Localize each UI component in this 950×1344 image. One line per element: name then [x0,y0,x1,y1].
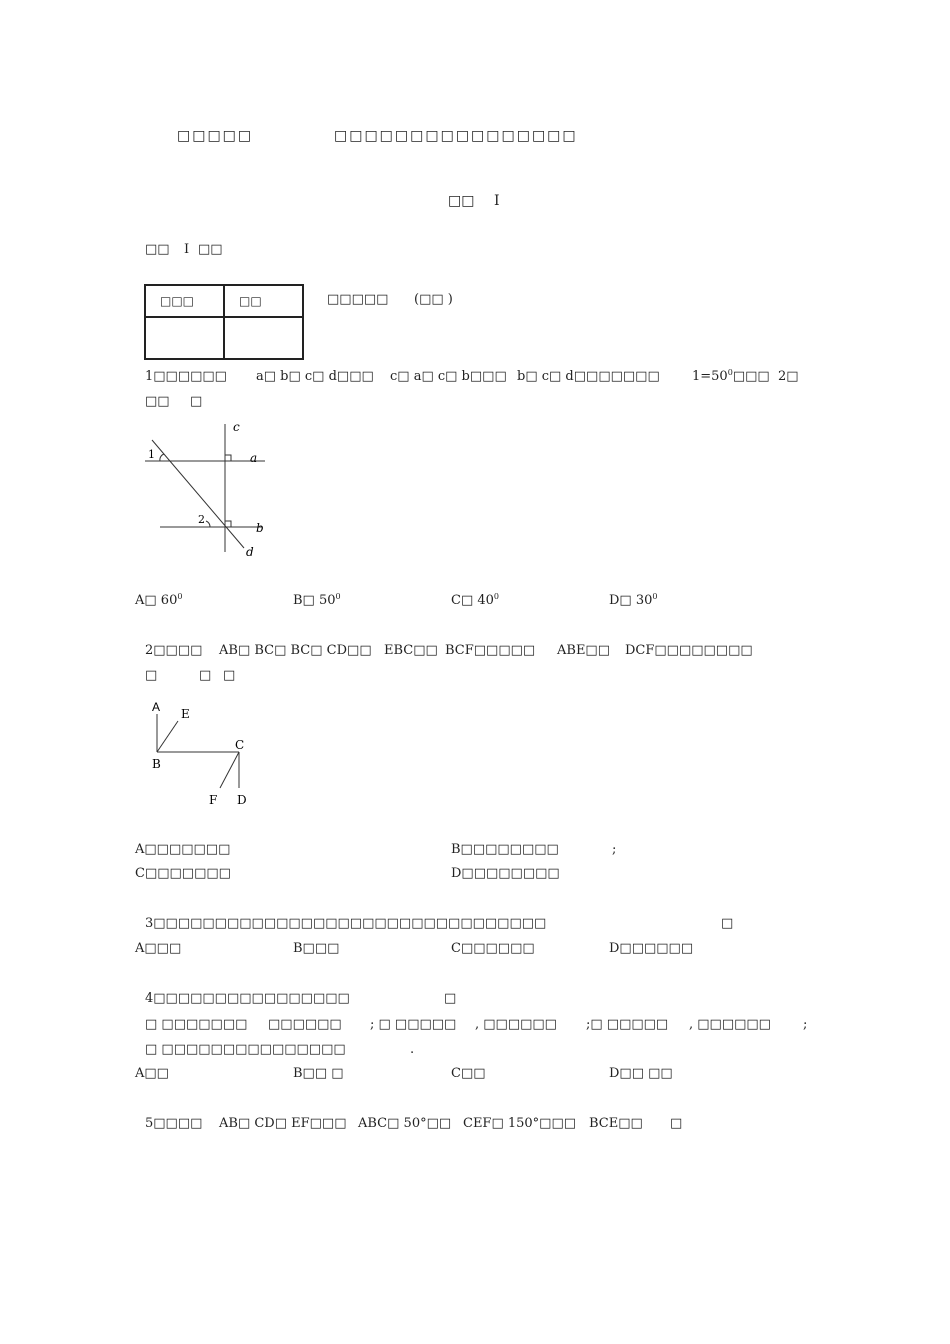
angle-2-arc [206,521,210,527]
q2-text: EBC□□ [384,643,438,658]
q1-text: b□ c□ d□□□□□□□ [517,369,660,384]
q4-option-c[interactable]: C□□ [451,1066,486,1081]
q4-option-a[interactable]: A□□ [135,1066,169,1081]
q5-text: CEF□ 150°□□□ [463,1116,577,1131]
label-B: B [152,757,161,771]
score-table [144,284,304,360]
q2-text: BCF□□□□□ [445,643,536,658]
q4-text: □ [444,991,457,1006]
section-hint: (□□ ) [414,292,453,307]
q5-text: BCE□□ [589,1116,643,1131]
q2-text: □ [145,668,158,683]
q4-statement: ;□ □□□□□ [586,1017,669,1032]
line-d [152,440,244,548]
q2-text: 2□□□□ [145,643,203,658]
q4-option-b[interactable]: B□□ □ [293,1066,344,1081]
label-angle-2: 2 [198,513,205,526]
volume-label: □□ [448,193,475,209]
q3-option-d[interactable]: D□□□□□□ [609,941,694,956]
q4-statement: □□□□□□ [268,1017,342,1032]
q2-option-b-tail: ; [612,842,617,857]
q3-option-a[interactable]: A□□□ [135,941,182,956]
q2-option-c[interactable]: C□□□□□□□ [135,866,231,881]
label-E: E [181,707,190,721]
volume-numeral: I [494,193,500,209]
q1-text: □ [190,394,203,409]
header-left: □□□□□ [177,128,254,144]
score-table-cell [224,317,303,359]
q1-option-d[interactable]: D□ $30^0$ [609,592,658,608]
q5-text: ABC□ 50°□□ [358,1116,452,1131]
q2-text: ABE□□ [557,643,610,658]
q4-text: 4□□□□□□□□□□□□□□□□ [145,991,350,1006]
q1-text: □□ [145,394,170,409]
q2-figure [145,696,265,811]
q2-text: DCF□□□□□□□□ [625,643,753,658]
q1-figure [140,418,280,564]
label-F: F [209,793,218,807]
label-a: a [250,451,258,465]
q4-statement: . [410,1042,415,1057]
q2-text: □ [199,668,212,683]
q1-option-c[interactable]: C□ $40^0$ [451,592,499,608]
score-table-cell [145,317,224,359]
label-C: C [235,738,245,752]
label-d: d [246,545,254,559]
q5-text: AB□ CD□ EF□□□ [219,1116,347,1131]
q4-statement: □ □□□□□□□□□□□□□□□ [145,1042,346,1057]
volume-note-prefix: □□ [145,242,170,257]
label-angle-1: 1 [148,448,155,461]
volume-note-numeral: I [184,242,190,257]
label-b: b [256,521,264,535]
q4-statement: ; □ □□□□□ [370,1017,457,1032]
q2-option-d[interactable]: D□□□□□□□□ [451,866,560,881]
q4-option-d[interactable]: D□□ □□ [609,1066,673,1081]
label-A: A [152,700,161,714]
score-table-col1-header: □□□ [145,285,224,317]
q3-option-c[interactable]: C□□□□□□ [451,941,535,956]
q1-text: 2□ [778,369,799,384]
q3-text: 3□□□□□□□□□□□□□□□□□□□□□□□□□□□□□□□□ [145,916,547,931]
q4-statement: , □□□□□□ [475,1017,557,1032]
q4-statement: ; [803,1017,808,1032]
right-angle-mark [225,455,231,461]
q1-option-b[interactable]: B□ $50^0$ [293,592,341,608]
q1-text: a□ b□ c□ d□□□ [256,369,374,384]
q1-option-a[interactable]: A□ $60^0$ [135,592,183,608]
q4-statement: □ □□□□□□□ [145,1017,248,1032]
segment-cf [220,752,239,788]
document-title: □□□□□□□□□□□□□□□□ [334,128,578,144]
q5-text: 5□□□□ [145,1116,203,1131]
q2-option-a[interactable]: A□□□□□□□ [135,842,231,857]
q1-angle-value: $1=50^0□□□$ [692,368,770,384]
segment-be [157,721,178,752]
q5-text: □ [670,1116,683,1131]
angle-1-arc [160,454,164,461]
q3-text: □ [721,916,734,931]
q1-text: c□ a□ c□ b□□□ [390,369,507,384]
q2-text: AB□ BC□ BC□ CD□□ [219,643,372,658]
q3-option-b[interactable]: B□□□ [293,941,340,956]
score-table-col2-header: □□ [224,285,303,317]
q2-option-b[interactable]: B□□□□□□□□ [451,842,559,857]
label-c: c [233,420,240,434]
volume-note-suffix: □□ [198,242,223,257]
q4-statement: , □□□□□□ [689,1017,771,1032]
q1-text: 1□□□□□□ [145,369,227,384]
label-D: D [237,793,247,807]
section-label: □□□□□ [327,292,389,307]
q2-text: □ [223,668,236,683]
